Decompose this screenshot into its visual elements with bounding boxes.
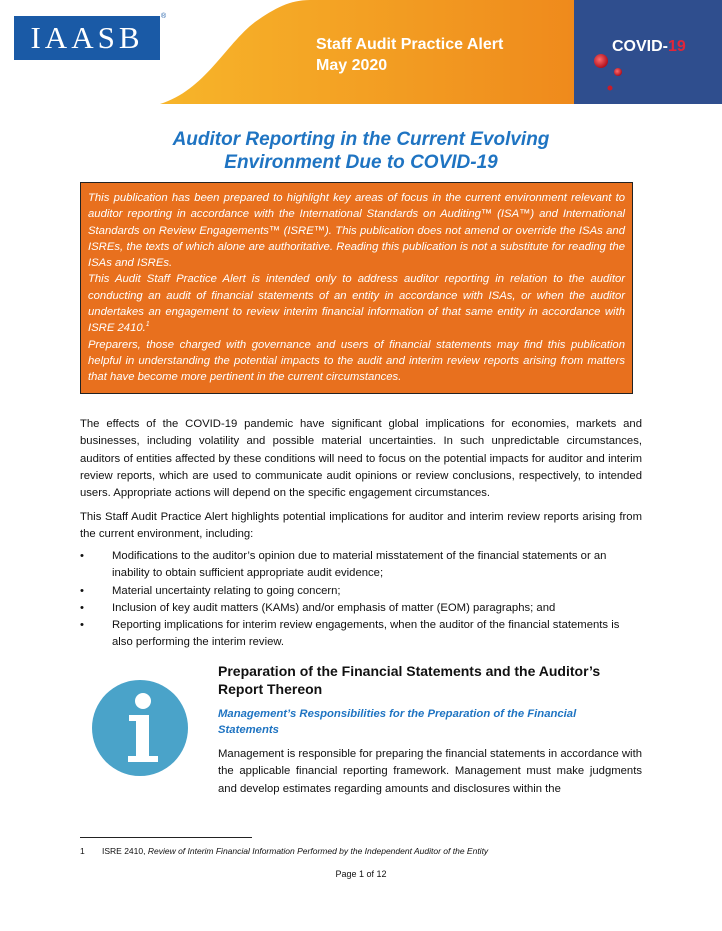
list-item	[80, 548, 642, 583]
list-item-text: Material uncertainty relating to going concern;	[112, 584, 341, 597]
covid-label	[612, 38, 686, 56]
footnote-ref[interactable]: 1	[145, 321, 150, 329]
bullet-icon: •	[80, 584, 84, 597]
disclaimer-paragraph-1: This publication has been prepared to highlight key areas of focus in the current environment relevant to auditor reporting in accordance with the International Standards on Auditing™ (ISA™) and International Standards on Review Engagements™ (ISRE™). This publication does not amend or override the ISAs and ISREs, the texts of which alone are authoritative. Reading this publication is not a substitute for reading the ISAs and ISREs.	[88, 192, 625, 270]
bullet-icon: •	[80, 550, 84, 562]
title-line-1: Auditor Reporting in the Current Evolving	[172, 129, 550, 150]
bullet-icon: •	[80, 619, 84, 632]
virus-icon	[594, 54, 608, 68]
list-item-text: Reporting implications for interim review engagements, when the auditor of the financial statements is also performing the interim review.	[112, 619, 620, 649]
disclaimer-box	[80, 182, 633, 394]
disclaimer-paragraph-2	[88, 271, 625, 336]
highlights-paragraph: This Staff Audit Practice Alert highlights potential implications for auditor and interim review reports arising from the current environment, including:	[80, 511, 642, 541]
alert-date: May 2020	[316, 57, 388, 74]
list-item	[80, 600, 642, 617]
covid-text: COVID-	[612, 38, 668, 55]
bullet-icon: •	[80, 601, 84, 614]
disclaimer-paragraph-2-text: This Audit Staff Practice Alert is intended only to address auditor reporting in relation to the auditor conducting an audit of financial statements of an entity in accordance with ISAs, or when the auditor undertakes an engagement to review interim financial information of that same entity in accordance with ISRE 2410.	[88, 273, 625, 335]
header-banner	[0, 0, 722, 104]
footnote	[80, 846, 488, 856]
footnote-ref-plain: ISRE 2410,	[102, 846, 148, 856]
implications-list	[80, 548, 642, 652]
list-item-text: Modifications to the auditor’s opinion due to material misstatement of the financial statements or an inability to obtain sufficient appropriate audit evidence;	[112, 550, 607, 580]
info-icon	[92, 680, 188, 776]
document-title	[0, 128, 722, 174]
list-item	[80, 617, 642, 652]
page-number: Page 1 of 12	[335, 869, 387, 879]
section-heading: Preparation of the Financial Statements and the Auditor’s Report Thereon	[218, 663, 601, 697]
list-item-text: Inclusion of key audit matters (KAMs) and/or emphasis of matter (EOM) paragraphs; and	[112, 601, 556, 614]
section-subheading: Management’s Responsibilities for the Preparation of the Financial Statements	[218, 708, 577, 736]
list-item	[80, 583, 642, 600]
iaasb-logo[interactable]: IAASB	[14, 16, 160, 60]
alert-title	[316, 34, 503, 76]
registered-mark: ®	[161, 13, 167, 20]
alert-type: Staff Audit Practice Alert	[316, 36, 504, 53]
footnote-ref-title: Review of Interim Financial Information Performed by the Independent Auditor of the Entity	[147, 846, 489, 856]
disclaimer-paragraph-3: Preparers, those charged with governance and users of financial statements may find this publication helpful in understanding the potential impacts to the audit and interim review reports arising from matters that have become more pertinent in the current circumstances.	[88, 338, 625, 384]
section-paragraph: Management is responsible for preparing the financial statements in accordance with the applicable financial reporting framework. Management must make judgments and develop estimates regarding amounts and disclosures within the	[218, 748, 642, 795]
title-line-2: Environment Due to COVID-19	[224, 152, 498, 173]
footnote-divider	[80, 837, 252, 838]
intro-paragraph: The effects of the COVID-19 pandemic have significant global implications for economies, markets and businesses, including volatility and possible material uncertainties. In such unpredictable circumstances, auditors of entities affected by these conditions will need to focus on the potential impacts for auditor and interim review reports, which are used to communicate audit opinions or review conclusions, respectively, to intended users. Appropriate actions will depend on the specific engagement circumstances.	[80, 418, 642, 500]
covid-number: 19	[668, 38, 686, 55]
footnote-number: 1	[80, 846, 85, 856]
